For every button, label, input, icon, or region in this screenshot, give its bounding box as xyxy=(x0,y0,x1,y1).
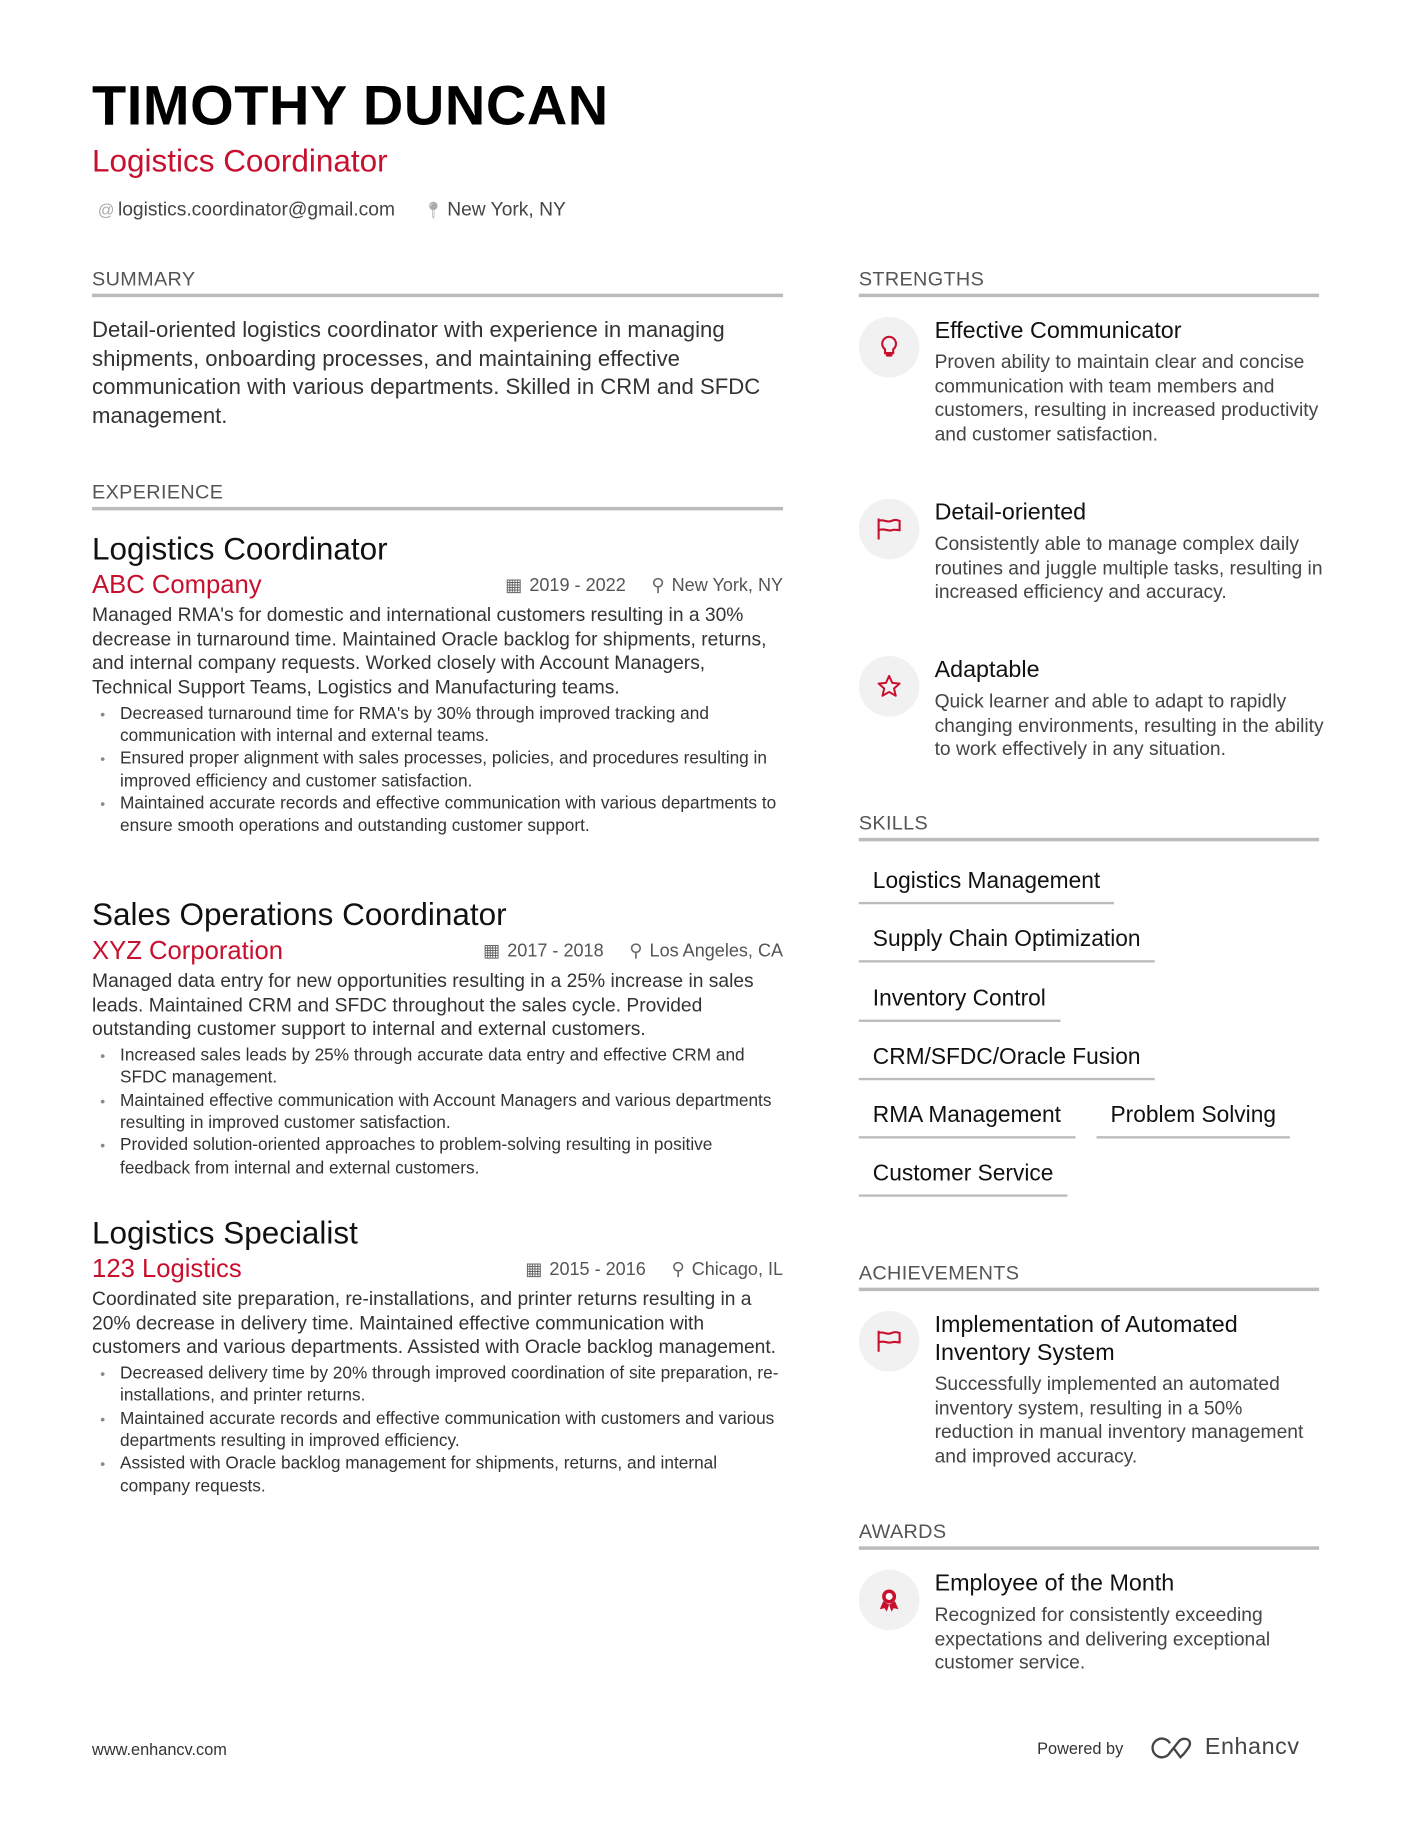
powered-by-label: Powered by xyxy=(1037,1738,1124,1757)
bullet: • Maintained accurate records and effective communication with customers and various departments resulting in improved efficiency. xyxy=(120,1408,783,1453)
job-dates: 2019 - 2022 xyxy=(529,575,626,595)
achievement-description: Successfully implemented an automated inventory system, resulting in a 50% reduction in manual inventory management and improved accuracy. xyxy=(934,1373,1304,1468)
award-item xyxy=(859,1570,1325,1676)
skills-heading: SKILLS xyxy=(859,812,1319,841)
calendar-icon: ▦ xyxy=(525,1259,543,1279)
enhancv-logo-icon xyxy=(1149,1736,1196,1759)
experience-entry xyxy=(92,530,783,838)
skill-tag: Supply Chain Optimization xyxy=(859,926,1155,962)
experience-entry xyxy=(92,1214,783,1498)
achievements-heading: ACHIEVEMENTS xyxy=(859,1262,1319,1291)
candidate-name: TIMOTHY DUNCAN xyxy=(92,75,609,138)
skill-tag: CRM/SFDC/Oracle Fusion xyxy=(859,1044,1155,1080)
skill-tag: Problem Solving xyxy=(1097,1102,1290,1138)
star-icon xyxy=(859,656,920,717)
location-pin-icon: 📍︎ xyxy=(422,200,444,220)
flag-icon xyxy=(859,499,920,560)
job-title: Sales Operations Coordinator xyxy=(92,897,507,933)
strength-title: Adaptable xyxy=(934,657,1040,683)
bullet: • Decreased turnaround time for RMA's by 30% through improved tracking and communication with internal and external teams. xyxy=(120,704,783,749)
award-description: Recognized for consistently exceeding expectations and delivering exceptional customer service. xyxy=(934,1604,1271,1674)
candidate-title: Logistics Coordinator xyxy=(92,143,388,179)
location-pin-icon: ⚲ xyxy=(651,575,665,595)
job-location: Los Angeles, CA xyxy=(649,940,784,961)
calendar-icon: ▦ xyxy=(505,575,523,595)
company-name: ABC Company xyxy=(92,569,262,599)
summary-heading: SUMMARY xyxy=(92,268,783,297)
strength-title: Detail-oriented xyxy=(934,499,1087,526)
strength-title: Effective Communicator xyxy=(934,318,1182,344)
job-title: Logistics Coordinator xyxy=(92,531,388,567)
location-pin-icon: ⚲ xyxy=(629,940,643,961)
strength-description: Consistently able to manage complex daily routines and juggle multiple tasks, resulting in increased efficiency and accuracy. xyxy=(934,533,1323,603)
strength-item xyxy=(859,317,1325,447)
skill-tag: Inventory Control xyxy=(859,986,1060,1022)
awards-heading: AWARDS xyxy=(859,1521,1319,1550)
experience-entry xyxy=(92,896,783,1180)
skill-tag: Logistics Management xyxy=(859,868,1114,904)
calendar-icon: ▦ xyxy=(483,940,501,961)
strength-item xyxy=(859,656,1325,762)
job-location: New York, NY xyxy=(671,575,784,595)
bullet: • Maintained accurate records and effective communication with various departments to ensure smooth operations and outstanding customer support. xyxy=(120,794,783,839)
achievement-title: Implementation of Automated Inventory System xyxy=(934,1312,1238,1366)
job-bullets xyxy=(92,1364,783,1499)
website-link[interactable]: www.enhancv.com xyxy=(92,1739,227,1759)
job-description: Managed RMA's for domestic and international customers resulting in a 30% decrease in turnaround time. Maintained Oracle backlog for shipments, returns, and internal company requests. Worked closely with Account Managers, Technical Support Teams, Logistics and Manufacturing teams. xyxy=(92,604,767,699)
flag-icon xyxy=(859,1311,920,1372)
powered-by xyxy=(1037,1734,1300,1761)
job-bullets xyxy=(92,1045,783,1180)
location: New York, NY xyxy=(447,199,566,221)
award-icon xyxy=(859,1570,920,1631)
experience-heading: EXPERIENCE xyxy=(92,481,783,510)
bullet: • Ensured proper alignment with sales processes, policies, and procedures resulting in improved efficiency and customer satisfaction. xyxy=(120,749,783,794)
bullet: • Increased sales leads by 25% through accurate data entry and effective CRM and SFDC management. xyxy=(120,1045,783,1090)
enhancv-logo[interactable] xyxy=(1149,1734,1300,1761)
summary-text: Detail-oriented logistics coordinator with experience in managing shipments, onboarding processes, and maintaining effective communication with various departments. Skilled in CRM and SFDC management. xyxy=(92,318,761,429)
at-icon: @ xyxy=(97,200,115,220)
location-pin-icon: ⚲ xyxy=(671,1259,685,1279)
strength-item xyxy=(859,499,1325,605)
bullet: • Assisted with Oracle backlog management for shipments, returns, and internal company requests. xyxy=(120,1453,783,1498)
bullet: • Maintained effective communication with Account Managers and various departments resulting in improved customer satisfaction. xyxy=(120,1090,783,1135)
job-location: Chicago, IL xyxy=(691,1259,784,1279)
achievement-item xyxy=(859,1311,1325,1469)
job-dates: 2015 - 2016 xyxy=(549,1259,646,1279)
strength-description: Proven ability to maintain clear and concise communication with team members and customers, resulting in increased productivity and customer satisfaction. xyxy=(934,351,1319,446)
lightbulb-icon xyxy=(859,317,920,378)
bullet: • Provided solution-oriented approaches to problem-solving resulting in positive feedback from internal and external customers. xyxy=(120,1135,783,1180)
company-name: 123 Logistics xyxy=(92,1253,242,1283)
brand-name: Enhancv xyxy=(1204,1733,1300,1760)
bullet: • Decreased delivery time by 20% through improved coordination of site preparation, re-installations, and printer returns. xyxy=(120,1364,783,1409)
strength-description: Quick learner and able to adapt to rapidly changing environments, resulting in the ability to work effectively in any situation. xyxy=(934,691,1324,761)
skill-tag: RMA Management xyxy=(859,1102,1075,1138)
job-dates: 2017 - 2018 xyxy=(507,940,604,961)
job-title: Logistics Specialist xyxy=(92,1215,358,1251)
award-title: Employee of the Month xyxy=(934,1570,1175,1597)
contact-info xyxy=(98,199,566,221)
email[interactable]: logistics.coordinator@gmail.com xyxy=(117,199,396,221)
company-name: XYZ Corporation xyxy=(92,935,284,965)
job-bullets xyxy=(92,704,783,839)
strengths-heading: STRENGTHS xyxy=(859,268,1319,297)
job-description: Managed data entry for new opportunities resulting in a 25% increase in sales leads. Maintained CRM and SFDC throughout the sales cycle. Provided outstanding customer support to internal and external customers. xyxy=(92,970,754,1040)
job-description: Coordinated site preparation, re-installations, and printer returns resulting in a 20% decrease in delivery time. Maintained effective communication with customers and various departments. Assisted with Oracle backlog management. xyxy=(92,1288,777,1359)
skill-tag: Customer Service xyxy=(859,1161,1068,1197)
